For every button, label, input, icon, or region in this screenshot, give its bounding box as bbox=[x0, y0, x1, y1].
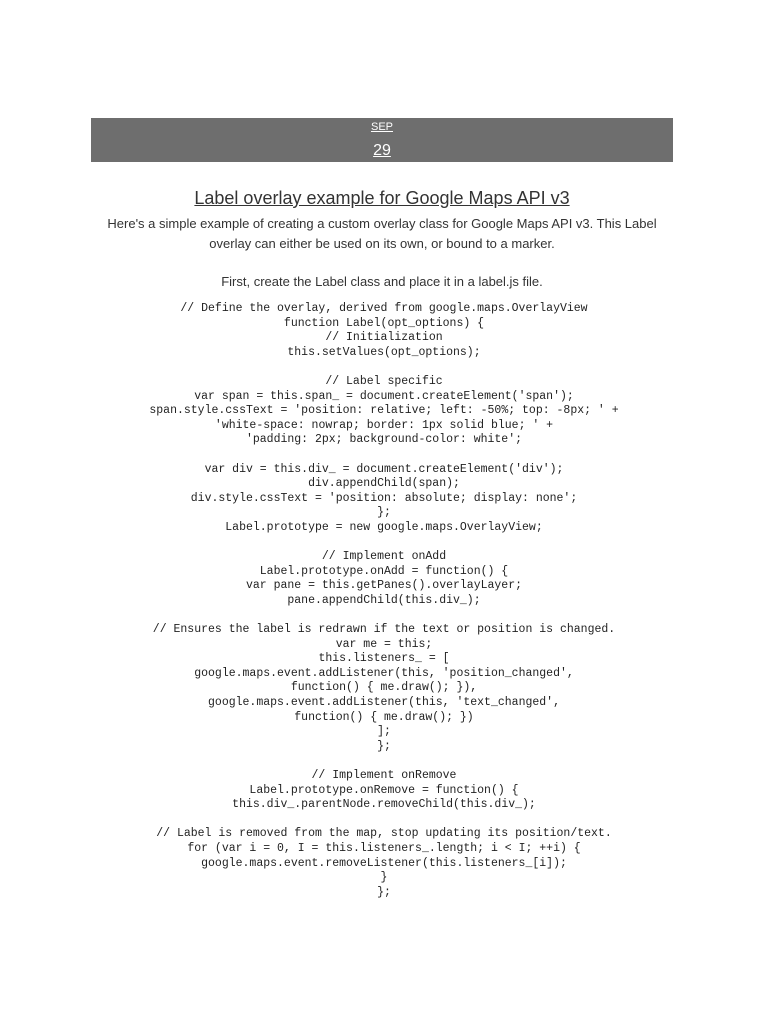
code-line bbox=[40, 754, 728, 769]
code-line: // Implement onRemove bbox=[311, 769, 457, 782]
code-line: } bbox=[380, 871, 388, 885]
code-line: function Label(opt_options) { bbox=[283, 316, 485, 330]
code-line: Label.prototype.onRemove = function() { bbox=[249, 783, 519, 797]
code-line: function() { me.draw(); }) bbox=[294, 710, 474, 724]
code-line bbox=[40, 360, 728, 375]
date-banner bbox=[91, 118, 673, 162]
code-line: var div = this.div_ = document.createElement('div'); bbox=[204, 462, 564, 476]
code-line: ]; bbox=[377, 725, 391, 739]
code-line bbox=[40, 813, 728, 828]
code-line: var pane = this.getPanes().overlayLayer; bbox=[245, 579, 523, 593]
code-line: pane.appendChild(this.div_); bbox=[287, 593, 481, 607]
code-line: this.listeners_ = [ bbox=[318, 652, 450, 666]
code-line: }; bbox=[377, 739, 391, 753]
code-line: // Label specific bbox=[325, 374, 443, 388]
code-line: // Implement onAdd bbox=[321, 550, 447, 564]
code-line: google.maps.event.addListener(this, 'text_changed', bbox=[208, 696, 560, 710]
code-line: }; bbox=[377, 506, 391, 520]
code-block bbox=[40, 302, 728, 900]
code-line: function() { me.draw(); }), bbox=[290, 681, 478, 695]
date-month-link[interactable]: SEP bbox=[370, 121, 393, 133]
code-line: div.style.cssText = 'position: absolute; display: none'; bbox=[190, 491, 578, 505]
code-line: 'white-space: nowrap; border: 1px solid blue; ' + bbox=[214, 418, 554, 432]
code-line: div.appendChild(span); bbox=[308, 477, 460, 491]
post-intro: Here's a simple example of creating a custom overlay class for Google Maps API v3. This Label overlay can either be used on its own, or bound to a marker. bbox=[107, 216, 657, 251]
code-line: // Ensures the label is redrawn if the text or position is changed. bbox=[152, 623, 616, 637]
code-line bbox=[40, 608, 728, 623]
code-line: this.setValues(opt_options); bbox=[287, 345, 481, 359]
code-line: // Define the overlay, derived from google.maps.OverlayView bbox=[180, 302, 588, 315]
code-line: this.div_.parentNode.removeChild(this.div_); bbox=[232, 798, 536, 812]
code-line bbox=[40, 448, 728, 463]
code-line: for (var i = 0, I = this.listeners_.length; i < I; ++i) { bbox=[187, 841, 581, 855]
code-line: Label.prototype.onAdd = function() { bbox=[259, 564, 509, 578]
code-line: var span = this.span_ = document.createElement('span'); bbox=[194, 389, 574, 403]
post-instruction: First, create the Label class and place it in a label.js file. bbox=[221, 274, 543, 289]
code-line: Label.prototype = new google.maps.OverlayView; bbox=[225, 520, 543, 534]
post-title-link[interactable]: Label overlay example for Google Maps API v3 bbox=[194, 188, 570, 208]
date-day-link[interactable]: 29 bbox=[373, 142, 391, 159]
code-line: google.maps.event.addListener(this, 'position_changed', bbox=[194, 666, 574, 680]
code-line: // Label is removed from the map, stop updating its position/text. bbox=[156, 827, 612, 841]
code-line: // Initialization bbox=[325, 331, 443, 345]
code-line: google.maps.event.removeListener(this.listeners_[i]); bbox=[201, 856, 567, 870]
code-line bbox=[40, 536, 728, 551]
code-line: span.style.cssText = 'position: relative; left: -50%; top: -8px; ' + bbox=[149, 404, 619, 418]
code-line: }; bbox=[377, 885, 391, 899]
code-line: 'padding: 2px; background-color: white'; bbox=[245, 433, 523, 447]
code-line: var me = this; bbox=[335, 637, 433, 651]
post bbox=[91, 186, 673, 292]
post-title bbox=[91, 186, 673, 210]
